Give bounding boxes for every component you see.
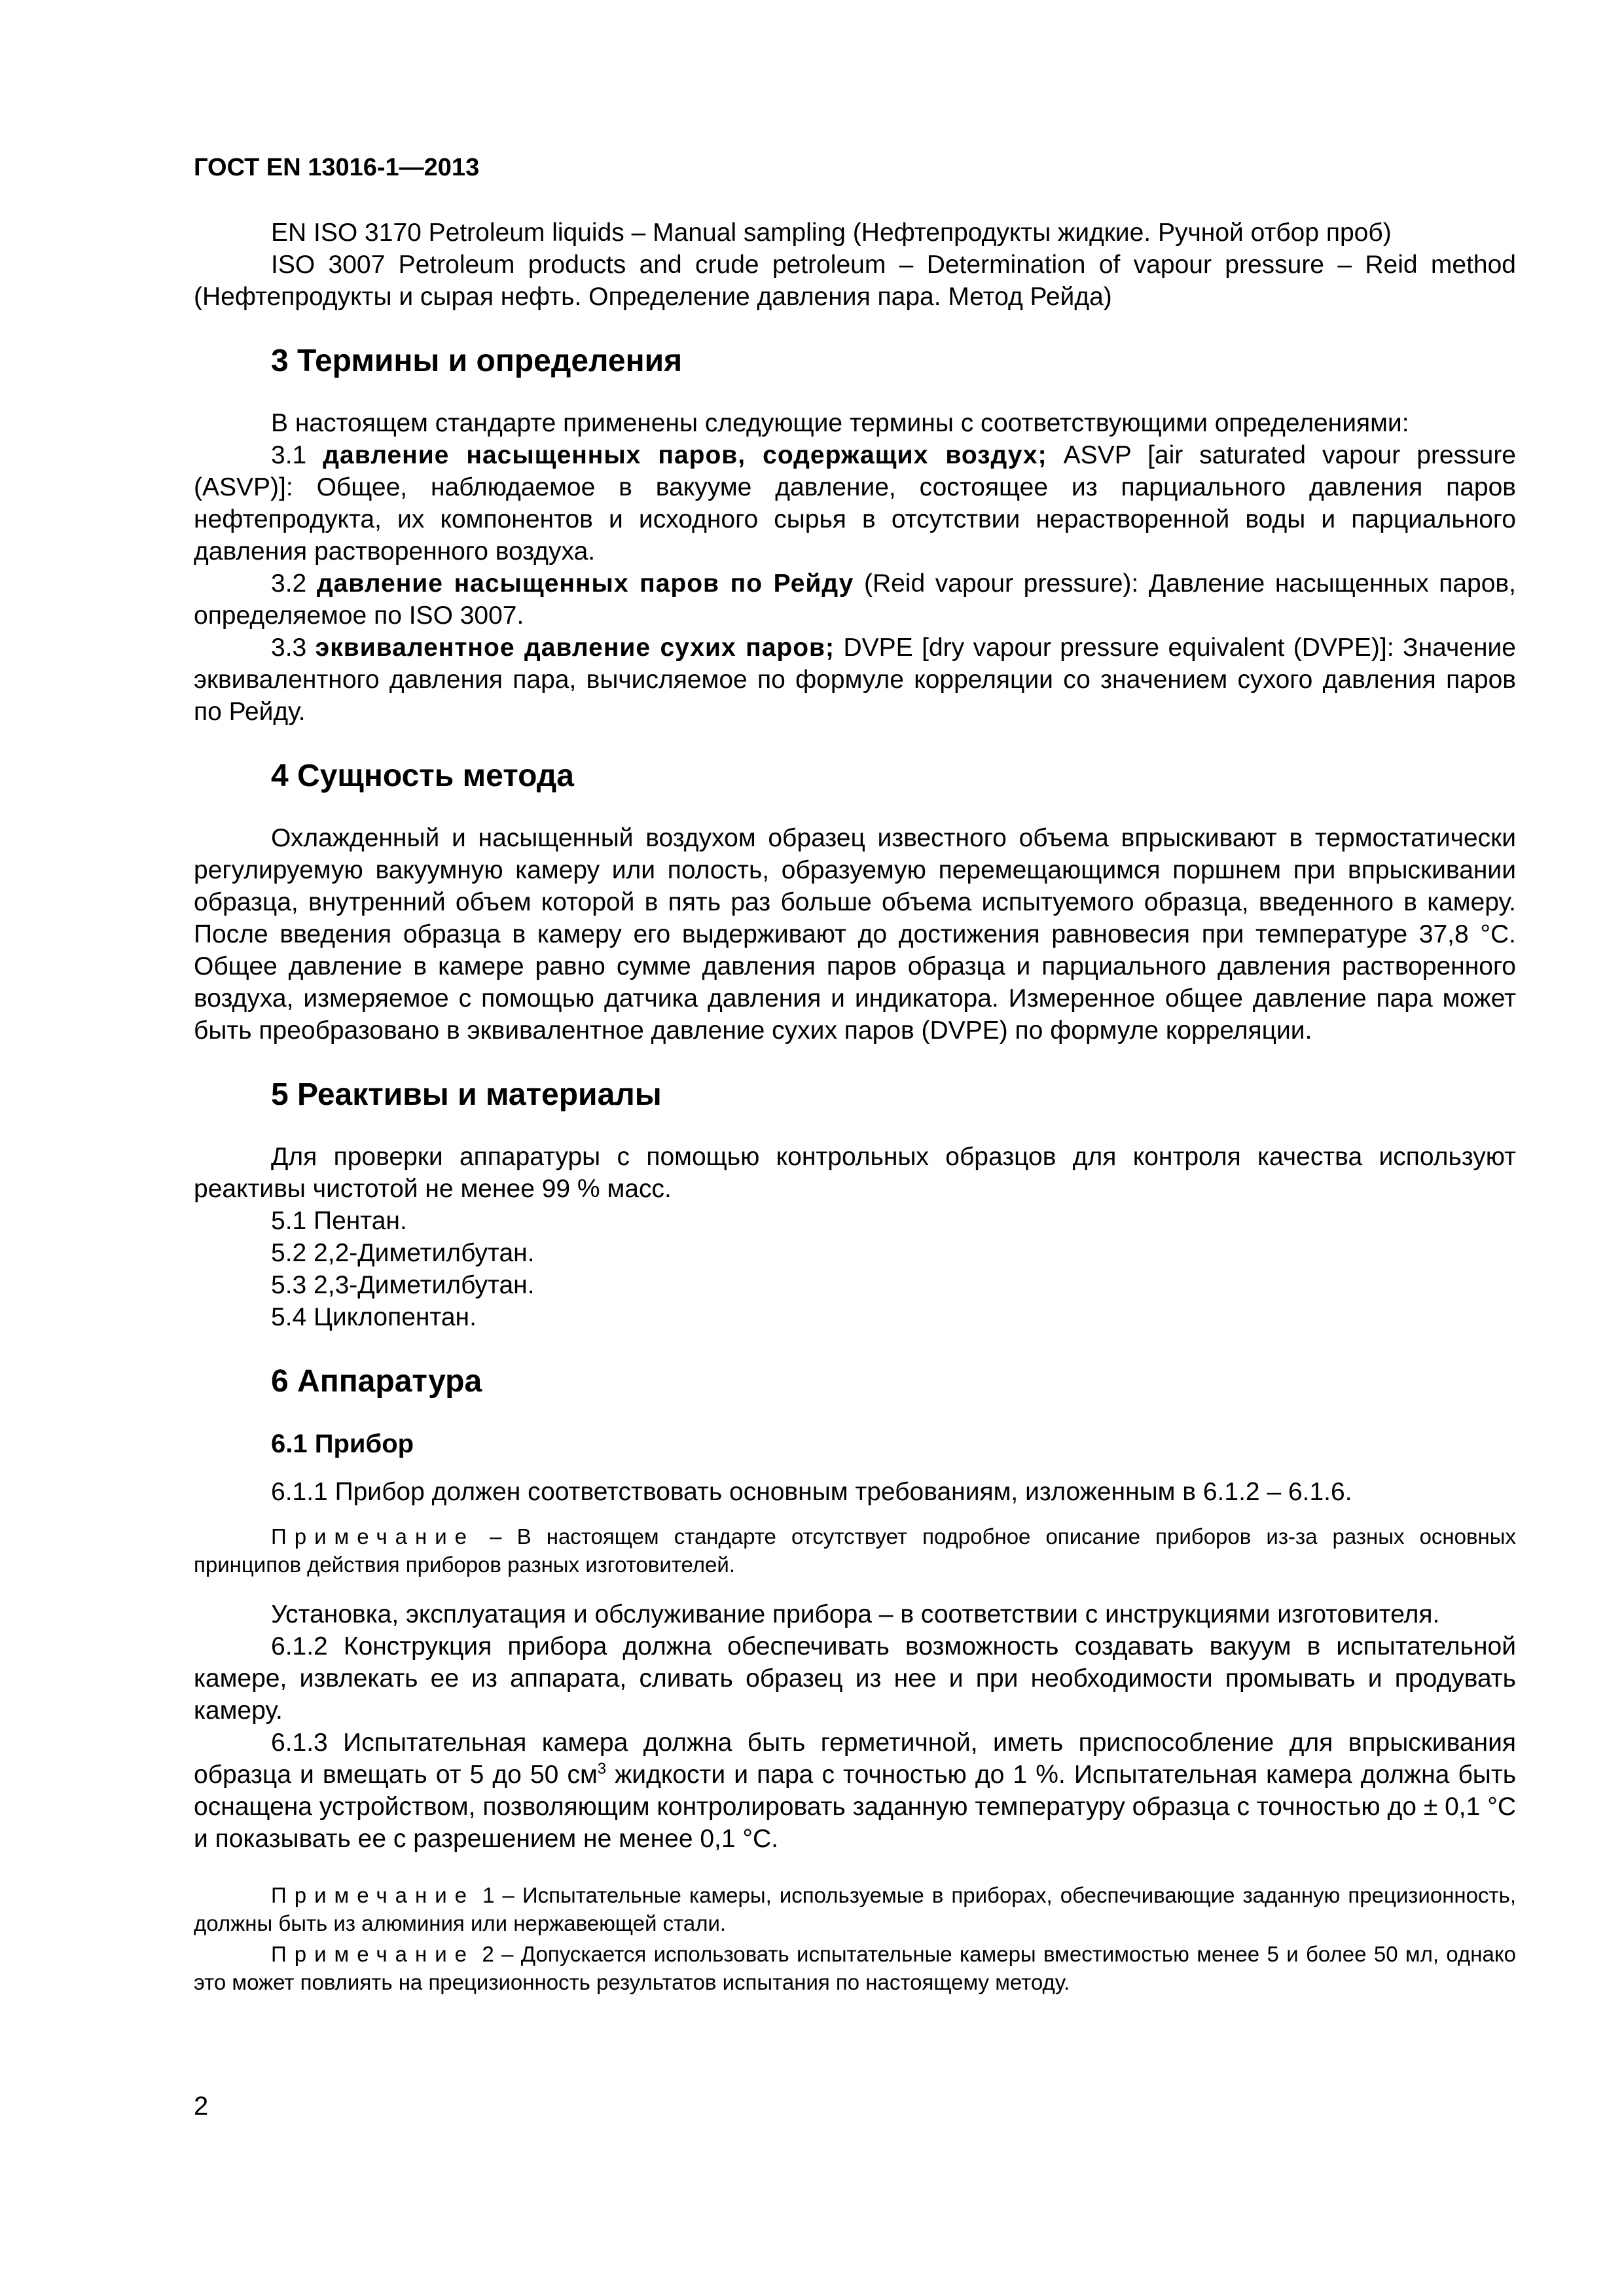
term-number: 3.3 — [271, 634, 316, 662]
reagent-item: 5.1 Пентан. — [271, 1207, 407, 1235]
note-1 — [194, 1881, 1516, 1937]
reference-1: EN ISO 3170 Petroleum liquids – Manual sampling (Нефтепродукты жидкие. Ручной отбор проб) — [271, 219, 1392, 247]
section-6-title: 6 Аппаратура — [271, 1364, 482, 1399]
term-3-2 — [194, 567, 1516, 632]
term-name: давление насыщенных паров, содержащих воздух; — [323, 441, 1047, 469]
note-text: 2 – Допускается использовать испытательные камеры вместимостью менее 5 и более 50 мл, однако это может повлиять на прецизионность результатов испытания по настоящему методу. — [194, 1942, 1516, 1994]
reagent-item: 5.2 2,2-Диметилбутан. — [271, 1239, 535, 1267]
section-5-intro: Для проверки аппаратуры с помощью контрольных образцов для контроля качества используют реактивы чистотой не менее 99 % масс. — [194, 1143, 1516, 1203]
section-3-intro: В настоящем стандарте применены следующие термины с соответствующими определениями: — [271, 409, 1409, 437]
term-definition: (Reid vapour pressure): Давление насыщенных паров, определяемое по ISO 3007. — [194, 569, 1516, 630]
section-4-title: 4 Сущность метода — [271, 759, 574, 793]
page-number: 2 — [194, 2092, 209, 2121]
term-name: эквивалентное давление сухих паров; — [315, 634, 835, 662]
install-paragraph: Установка, эксплуатация и обслуживание прибора – в соответствии с инструкциями изготовителя. — [271, 1600, 1440, 1628]
note-label: Примечание — [271, 1883, 475, 1907]
paragraph-6-1-3 — [194, 1727, 1516, 1855]
note-text: – В настоящем стандарте отсутствует подробное описание приборов из-за разных основных принципов действия приборов разных изготовителей. — [194, 1524, 1516, 1577]
paragraph-6-1-2: 6.1.2 Конструкция прибора должна обеспечивать возможность создавать вакуум в испытательной камере, извлекать ее из аппарата, сливать образец из нее и при необходимости промывать и продувать камеру. — [194, 1632, 1516, 1725]
section-3-title: 3 Термины и определения — [271, 344, 683, 378]
section-5-title: 5 Реактивы и материалы — [271, 1077, 662, 1112]
note-label: Примечание — [271, 1942, 475, 1966]
note-label: Примечание — [271, 1524, 475, 1549]
paragraph-6-1-1: 6.1.1 Прибор должен соответствовать основным требованиям, изложенным в 6.1.2 – 6.1.6. — [271, 1478, 1352, 1506]
superscript: 3 — [597, 1760, 607, 1778]
reagent-item: 5.3 2,3-Диметилбутан. — [271, 1271, 535, 1299]
note-text: 1 – Испытательные камеры, используемые в приборах, обеспечивающие заданную прецизионность, должны быть из алюминия или нержавеющей стали. — [194, 1883, 1516, 1935]
reference-2: ISO 3007 Petroleum products and crude petroleum – Determination of vapour pressure – Reid method (Нефтепродукты и сырая нефть. Определение давления пара. Метод Рейда) — [194, 251, 1516, 311]
subsection-6-1-title: 6.1 Прибор — [271, 1429, 414, 1458]
note — [194, 1522, 1516, 1579]
note-2 — [194, 1940, 1516, 1996]
paragraph-text: 6.1.3 Испытательная камера должна быть герметичной, иметь приспособление для впрыскивания образца и вмещать от 5 до 50 см — [194, 1729, 1516, 1789]
term-definition: DVPE [dry vapour pressure equivalent (DVPE)]: Значение эквивалентного давления пара, вычисляемое по формуле корреляции со значением сухого давления паров по Рейду. — [194, 634, 1516, 726]
document-header: ГОСТ EN 13016-1—2013 — [194, 154, 480, 181]
section-4-text: Охлажденный и насыщенный воздухом образец известного объема впрыскивают в термостатически регулируемую вакуумную камеру или полость, образуемую перемещающимся поршнем при впрыскивании образца, внутренний объем которой в пять раз больше объема испытуемого образца, введенного в камеру. После введения образца в камеру его выдерживают до достижения равновесия при температуре 37,8 °С. Общее давление в камере равно сумме давления паров образца и парциального давления растворенного воздуха, измеряемое с помощью датчика давления и индикатора. Измеренное общее давление пара может быть преобразовано в эквивалентное давление сухих паров (DVPE) по формуле корреляции. — [194, 824, 1516, 1045]
reagent-item: 5.4 Циклопентан. — [271, 1303, 477, 1331]
term-3-1 — [194, 439, 1516, 567]
term-number: 3.2 — [271, 569, 317, 598]
term-number: 3.1 — [271, 441, 323, 469]
term-3-3 — [194, 632, 1516, 728]
term-name: давление насыщенных паров по Рейду — [316, 569, 854, 598]
term-definition: ASVP [air saturated vapour pressure (ASVP)]: Общее, наблюдаемое в вакууме давление, состоящее из парциального давления паров нефтепродукта, их компонентов и исходного сырья в отсутствии нерастворенной воды и парциального давления растворенного воздуха. — [194, 441, 1516, 565]
paragraph-text: жидкости и пара с точностью до 1 %. Испытательная камера должна быть оснащена устройством, позволяющим контролировать заданную температуру образца с точностью до ± 0,1 °С и показывать ее с разрешением не менее 0,1 °С. — [194, 1761, 1517, 1853]
document-page — [194, 152, 1516, 1996]
